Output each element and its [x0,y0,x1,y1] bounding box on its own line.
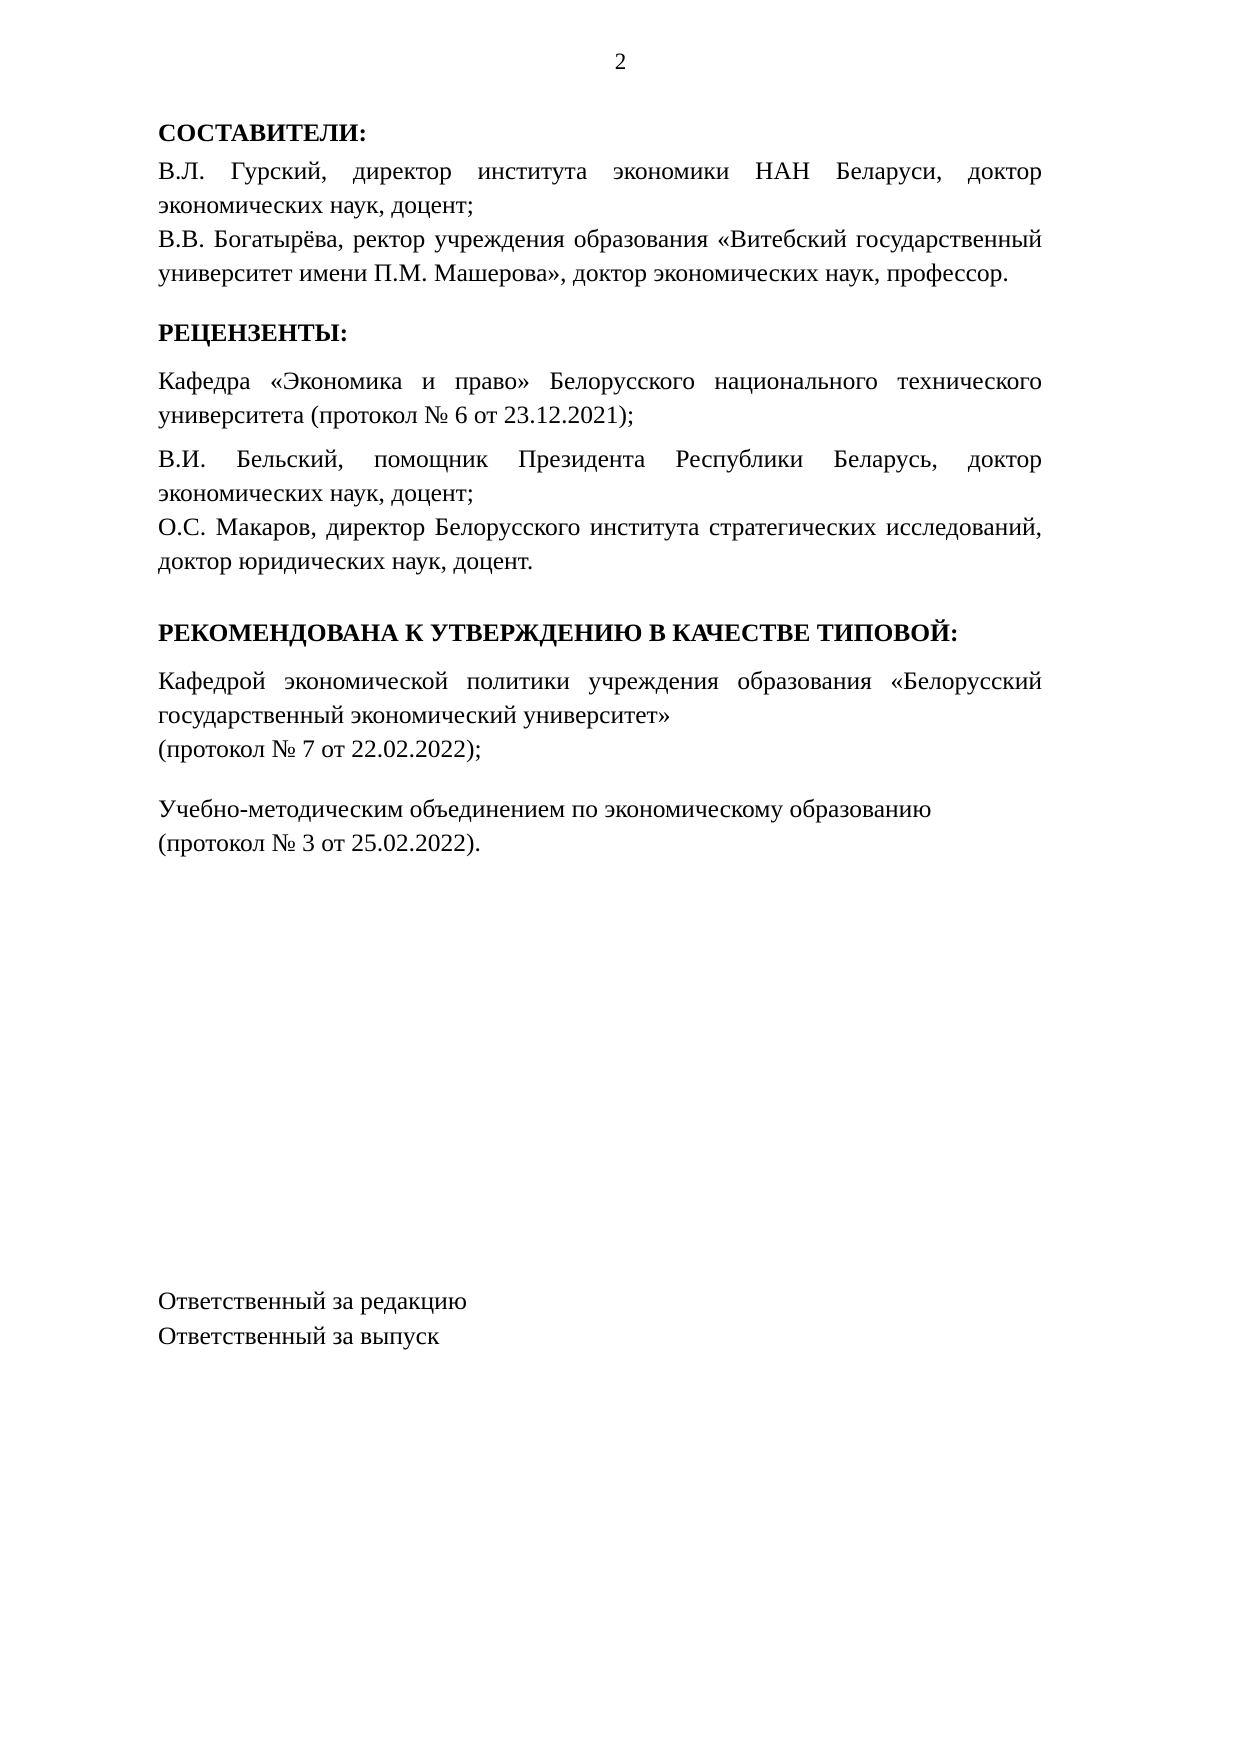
compilers-entry: В.Л. Гурский, директор института экономики НАН Беларуси, доктор экономических наук, доцент; [158,155,1042,219]
recommended-entry: Учебно-методическим объединением по экономическому образованию [158,794,932,824]
spacer [158,654,1042,664]
responsible-editor-line: Ответственный за редакцию [158,1286,467,1315]
recommended-heading: РЕКОМЕНДОВАНА К УТВЕРЖДЕНИЮ В КАЧЕСТВЕ ТИПОВОЙ: [158,618,959,648]
recommended-entry: (протокол № 7 от 22.02.2022); [158,734,482,764]
recommended-entry: (протокол № 3 от 25.02.2022). [158,828,481,858]
reviewers-entry: В.И. Бельский, помощник Президента Республики Беларусь, доктор экономических наук, доцент; [158,444,1042,508]
section-recommended [158,616,1042,860]
section-reviewers [158,316,1042,578]
spacer [158,354,1042,364]
compilers-heading: СОСТАВИТЕЛИ: [158,118,367,147]
recommended-entry: Кафедрой экономической политики учреждения образования «Белорусский государственный экономический университет» [158,666,1042,730]
reviewers-heading: РЕЦЕНЗЕНТЫ: [158,318,349,348]
reviewers-entry: О.С. Макаров, директор Белорусского института стратегических исследований, доктор юридических наук, доцент. [158,512,1042,576]
spacer [158,766,1042,792]
reviewers-entry: Кафедра «Экономика и право» Белорусского национального технического университета (протокол № 6 от 23.12.2021); [158,365,1042,429]
document-body [158,116,1042,860]
responsibility-block [158,1283,1042,1353]
compilers-entry: В.В. Богатырёва, ректор учреждения образования «Витебский государственный университет имени П.М. Машерова», доктор экономических наук, профессор. [158,223,1042,287]
spacer [158,578,1042,616]
spacer [158,290,1042,316]
page-number: 2 [614,49,627,74]
section-compilers [158,116,1042,290]
responsible-release-line: Ответственный за выпуск [158,1321,440,1351]
spacer [158,432,1042,442]
